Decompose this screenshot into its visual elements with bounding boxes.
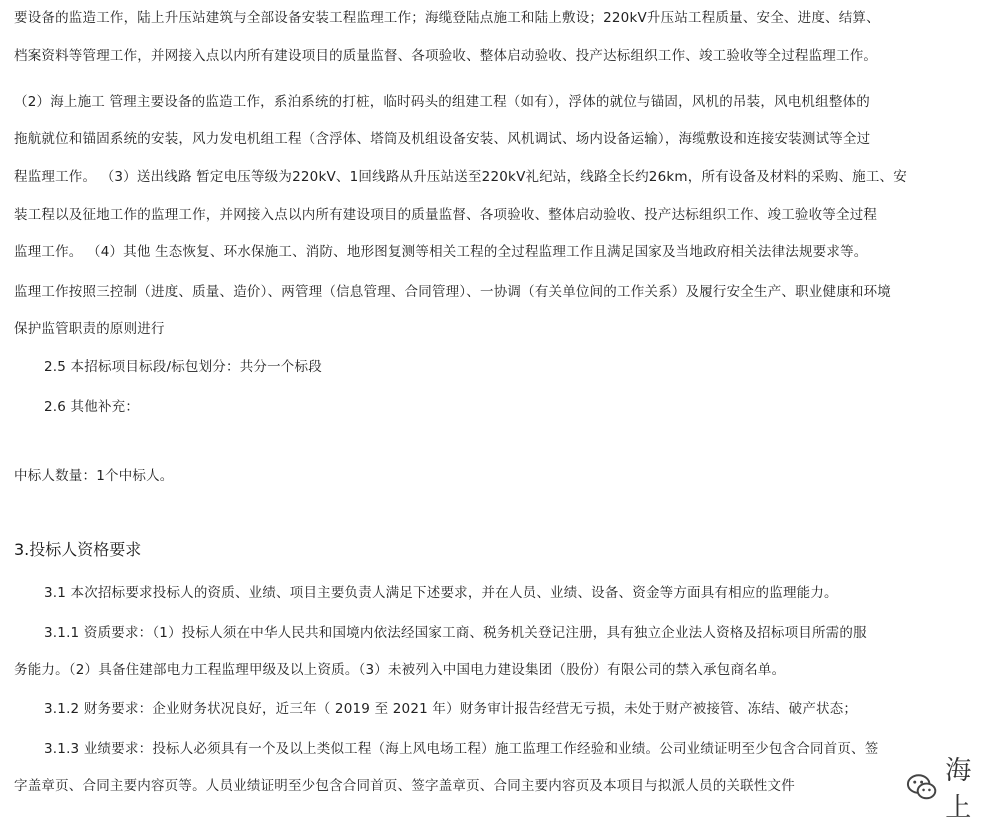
item-2-6: 2.6 其他补充： (44, 399, 140, 415)
watermark-text: 海上 (945, 756, 974, 823)
body-line-4: 拖航就位和锚固系统的安装，风力发电机组工程（含浮体、塔筒及机组设备安装、风机调试、场内设备运输），海缆敷设和连接安装测试等全过 (14, 131, 871, 147)
body-line-6: 装工程以及征地工作的监理工作，并网接入点以内所有建设项目的质量监督、各项验收、整体启动验收、投产达标组织工作、竣工验收等全过程 (14, 207, 878, 223)
watermark (900, 756, 1000, 823)
body-line-1: 要设备的监造工作，陆上升压站建筑与全部设备安装工程监理工作；海缆登陆点施工和陆上敷设；220kV升压站工程质量、安全、进度、结算、 (14, 10, 880, 26)
item-3-1-1-line-2: 务能力。（2）具备住建部电力工程监理甲级及以上资质。（3）未被列入中国电力建设集团（股份）有限公司的禁入承包商名单。 (14, 662, 786, 678)
wechat-icon (904, 769, 939, 805)
item-3-1: 3.1 本次招标要求投标人的资质、业绩、项目主要负责人满足下述要求，并在人员、业绩、设备、资金等方面具有相应的监理能力。 (44, 585, 838, 601)
item-3-1-1-line-1: 3.1.1 资质要求：（1）投标人须在中华人民共和国境内依法经国家工商、税务机关登记注册，具有独立企业法人资格及招标项目所需的服 (44, 625, 867, 641)
body-line-9: 保护监管职责的原则进行 (14, 321, 165, 337)
item-2-5: 2.5 本招标项目标段/标包划分：共分一个标段 (44, 359, 322, 375)
body-line-5: 程监理工作。 （3）送出线路 暂定电压等级为220kV、1回线路从升压站送至220kV礼纪站，线路全长约26km，所有设备及材料的采购、施工、安 (14, 169, 907, 185)
body-line-3: （2）海上施工 管理主要设备的监造工作，系泊系统的打桩，临时码头的组建工程（如有），浮体的就位与锚固，风机的吊装，风电机组整体的 (14, 94, 870, 110)
winner-count: 中标人数量：1个中标人。 (14, 468, 174, 484)
item-3-1-3-line-1: 3.1.3 业绩要求：投标人必须具有一个及以上类似工程（海上风电场工程）施工监理工作经验和业绩。公司业绩证明至少包含合同首页、签 (44, 741, 879, 757)
body-line-7: 监理工作。 （4）其他 生态恢复、环水保施工、消防、地形图复测等相关工程的全过程监理工作且满足国家及当地政府相关法律法规要求等。 (14, 244, 868, 260)
body-line-2: 档案资料等管理工作，并网接入点以内所有建设项目的质量监督、各项验收、整体启动验收、投产达标组织工作、竣工验收等全过程监理工作。 (14, 48, 878, 64)
item-3-1-3-line-2: 字盖章页、合同主要内容页等。人员业绩证明至少包含合同首页、签字盖章页、合同主要内容页及本项目与拟派人员的关联性文件 (14, 778, 795, 794)
body-line-8: 监理工作按照三控制（进度、质量、造价）、两管理（信息管理、合同管理）、一协调（有关单位间的工作关系）及履行安全生产、职业健康和环境 (14, 284, 891, 300)
item-3-1-2: 3.1.2 财务要求：企业财务状况良好，近三年（ 2019 至 2021 年）财务审计报告经营无亏损，未处于财产被接管、冻结、破产状态； (44, 701, 858, 717)
section-3-title: 3.投标人资格要求 (14, 540, 142, 559)
